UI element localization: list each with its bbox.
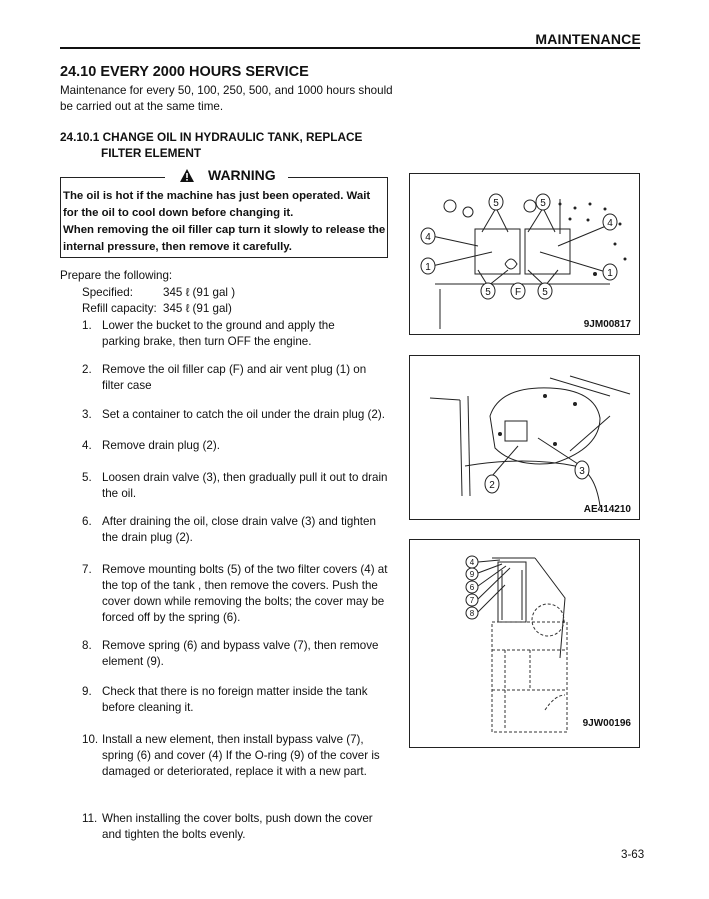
warning-line: internal pressure, then remove it carefully. [63,241,292,253]
spec-refill-value: 345 ℓ (91 gal) [163,302,232,315]
step-item [82,811,392,843]
callout-label: 1 [425,262,431,273]
callout-label: 4 [469,558,475,567]
step-item [82,638,392,670]
callout-label: 2 [489,480,495,491]
step-text: Loosen drain valve (3), then gradually pull it out to drain the oil. [102,471,388,500]
filter-covers-illustration [410,174,639,334]
step-number: 4. [82,439,92,452]
figure-code: AE414210 [583,504,631,515]
warning-text [63,188,388,256]
warning-title: WARNING [208,167,276,183]
drain-plug-illustration [410,356,639,519]
callout-label: 3 [579,466,585,477]
step-number: 7. [82,563,92,576]
filter-element-illustration [410,540,639,747]
step-item [82,732,392,780]
callout-label: 5 [542,287,548,298]
callout-label: 5 [540,198,546,209]
step-text: Check that there is no foreign matter inside the tank before cleaning it. [102,685,368,714]
warning-heading [180,167,276,183]
callout-label: 1 [607,268,613,279]
warning-line: When removing the oil filler cap turn it slowly to release the [63,224,386,236]
callout-label: 5 [493,198,499,209]
callout-label: 7 [469,596,475,605]
step-item [82,438,392,454]
figure-filter-covers [409,173,640,335]
figure-code: 9JW00196 [582,718,631,729]
step-number: 3. [82,408,92,421]
callout-label: 6 [469,583,475,592]
spec-refill [82,302,232,315]
subsection-title-line1: 24.10.1 CHANGE OIL IN HYDRAULIC TANK, REPLACE [60,130,363,144]
figure-code: 9JM00817 [583,319,631,330]
step-number: 9. [82,685,92,698]
step-item [82,684,392,716]
subsection-title [60,129,362,161]
step-text: When installing the cover bolts, push down the cover and tighten the bolts evenly. [102,812,373,841]
page-number: 3-63 [621,848,645,861]
step-text: Set a container to catch the oil under the drain plug (2). [102,408,385,421]
step-item [82,362,392,394]
subsection-title-line2: FILTER ELEMENT [101,146,202,160]
callout-label: 4 [607,218,613,229]
callout-label: 9 [469,570,475,579]
step-text: Remove spring (6) and bypass valve (7), then remove element (9). [102,639,379,668]
step-number: 10. [82,733,99,746]
step-number: 5. [82,471,92,484]
step-item [82,318,392,350]
section-title: 24.10 EVERY 2000 HOURS SERVICE [60,64,309,80]
step-item [82,562,392,626]
callout-label: 8 [469,609,475,618]
warning-line: The oil is hot if the machine has just been operated. Wait [63,190,371,202]
header-rule [60,47,640,49]
step-text: Remove mounting bolts (5) of the two filter covers (4) at the top of the tank , then remove the covers. Push the cover down while removing the bolts; the cover may be forced off by the spring (6). [102,563,388,624]
step-text: After draining the oil, close drain valve (3) and tighten the drain plug (2). [102,515,376,544]
step-text: Install a new element, then install bypass valve (7), spring (6) and cover (4) If the O-ring (9) of the cover is damaged or deteriorated, replace it with a new part. [102,733,380,778]
spec-specified-value: 345 ℓ (91 gal ) [163,286,236,299]
warning-top-rule-right [288,177,387,178]
step-item [82,407,392,423]
section-intro: Maintenance for every 50, 100, 250, 500, and 1000 hours should be carried out at the same time. [60,84,393,113]
step-number: 6. [82,515,92,528]
step-item [82,470,392,502]
warning-top-rule-left [60,177,165,178]
step-item [82,514,392,546]
step-text: Remove the oil filler cap (F) and air vent plug (1) on filter case [102,363,367,392]
step-number: 1. [82,319,92,332]
figure-drain-plug [409,355,640,520]
spec-refill-label: Refill capacity: [82,302,157,315]
step-number: 8. [82,639,92,652]
callout-label: 4 [425,232,431,243]
prepare-label: Prepare the following: [60,269,173,282]
warning-line: for the oil to cool down before changing it. [63,207,294,219]
spec-specified [82,286,236,299]
callout-label: 5 [485,287,491,298]
step-number: 2. [82,363,92,376]
step-text: Remove drain plug (2). [102,439,220,452]
section-header: MAINTENANCE [535,31,641,47]
figure-filter-element [409,539,640,748]
warning-triangle-icon [180,169,194,182]
spec-specified-label: Specified: [82,286,133,299]
step-text: Lower the bucket to the ground and apply the parking brake, then turn OFF the engine. [102,319,335,348]
step-number: 11. [82,812,98,825]
callout-label: F [514,287,522,298]
